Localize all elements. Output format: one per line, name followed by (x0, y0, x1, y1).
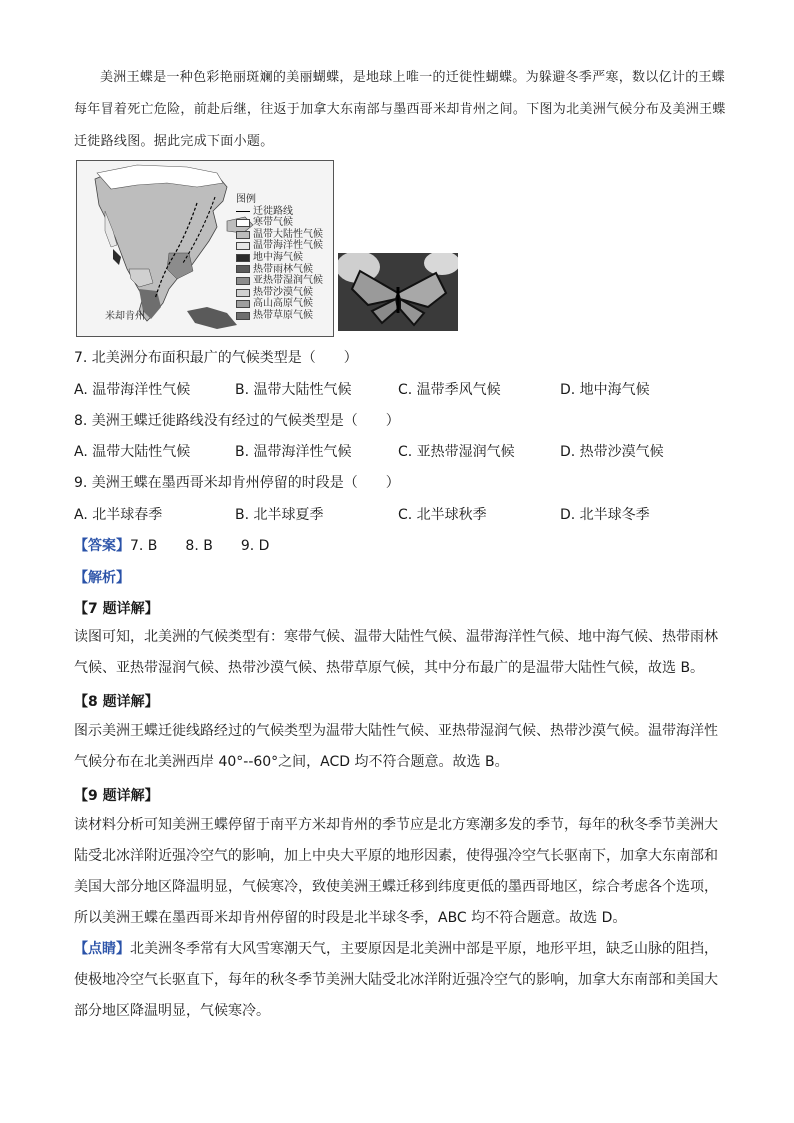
answer-line (74, 535, 269, 555)
map-legend (236, 194, 323, 322)
analysis-label: 【解析】 (74, 570, 130, 586)
q9-option-c: C. 北半球秋季 (398, 507, 487, 523)
tip-paragraph (74, 934, 722, 1027)
intro-paragraph: 美洲王蝶是一种色彩艳丽斑斓的美丽蝴蝶，是地球上唯一的迁徙性蝴蝶。为躲避冬季严寒，数以亿计的王蝶每年冒着死亡危险，前赴后继，往返于加拿大东南部与墨西哥米却肯州之间。下图为北美洲气候分布及美洲王蝶迁徙路线图。据此完成下面小题。 (74, 70, 726, 149)
legend-item-temperate-maritime: 温带海洋性气候 (236, 240, 323, 252)
detail-8-heading: 【8 题详解】 (74, 694, 159, 710)
question-8-stem: 8. 美洲王蝶迁徙路线没有经过的气候类型是（ ） (74, 413, 400, 429)
legend-item-cold: 寒带气候 (236, 217, 323, 229)
answer-text: 7. B 8. B 9. D (130, 538, 270, 554)
q8-option-c: C. 亚热带湿润气候 (398, 444, 515, 460)
detail-8-text: 图示美洲王蝶迁徙线路经过的气候类型为温带大陆性气候、亚热带湿润气候、热带沙漠气候。温带海洋性气候分布在北美洲西岸 40°--60°之间，ACD 均不符合题意。故选 B。 (74, 723, 718, 770)
legend-item-tropical-rainforest: 热带雨林气候 (236, 264, 323, 276)
legend-item-tropical-savanna: 热带草原气候 (236, 310, 323, 322)
legend-item-subtropical-humid: 亚热带湿润气候 (236, 275, 323, 287)
q9-option-a: A. 北半球春季 (74, 507, 163, 523)
legend-title: 图例 (236, 194, 256, 205)
monarch-butterfly-photo (338, 253, 458, 331)
legend-item-mediterranean: 地中海气候 (236, 252, 323, 264)
tip-text: 北美洲冬季常有大风雪寒潮天气，主要原因是北美洲中部是平原，地形平坦，缺乏山脉的阻挡，使极地冷空气长驱直下，每年的秋冬季节美洲大陆受北冰洋附近强冷空气的影响，加拿大东南部和美国大部分地区降温明显，气候寒冷。 (74, 941, 718, 1019)
answer-label: 【答案】 (74, 538, 130, 554)
place-label: 米却肯州 (105, 311, 145, 322)
tip-label: 【点睛】 (74, 941, 130, 957)
question-7-stem: 7. 北美洲分布面积最广的气候类型是（ ） (74, 350, 358, 366)
q7-option-a: A. 温带海洋性气候 (74, 382, 191, 398)
detail-9-text: 读材料分析可知美洲王蝶停留于南平方米却肯州的季节应是北方寒潮多发的季节，每年的秋冬季节美洲大陆受北冰洋附近强冷空气的影响，加上中央大平原的地形因素，使得强冷空气长驱南下，加拿大东南部和美国大部分地区降温明显，气候寒冷，致使美洲王蝶迁移到纬度更低的墨西哥地区，综合考虑各个选项，所以美洲王蝶在墨西哥米却肯州停留的时段是北半球冬季，ABC 均不符合题意。故选 D。 (74, 817, 718, 926)
q9-option-b: B. 北半球夏季 (235, 507, 324, 523)
question-9-stem: 9. 美洲王蝶在墨西哥米却肯州停留的时段是（ ） (74, 475, 400, 491)
detail-9-heading: 【9 题详解】 (74, 788, 159, 804)
q7-option-b: B. 温带大陆性气候 (235, 382, 352, 398)
legend-item-tropical-desert: 热带沙漠气候 (236, 287, 323, 299)
q8-option-b: B. 温带海洋性气候 (235, 444, 352, 460)
q8-option-d: D. 热带沙漠气候 (560, 444, 664, 460)
legend-item-temperate-continental: 温带大陆性气候 (236, 229, 323, 241)
butterfly-image (338, 253, 458, 331)
q8-option-a: A. 温带大陆性气候 (74, 444, 191, 460)
detail-7-text: 读图可知，北美洲的气候类型有：寒带气候、温带大陆性气候、温带海洋性气候、地中海气候、热带雨林气候、亚热带湿润气候、热带沙漠气候、热带草原气候，其中分布最广的是温带大陆性气候，故选 B。 (74, 629, 718, 676)
q7-option-c: C. 温带季风气候 (398, 382, 501, 398)
detail-7-heading: 【7 题详解】 (74, 601, 159, 617)
legend-item-route: 迁徙路线 (236, 206, 323, 218)
q9-option-d: D. 北半球冬季 (560, 507, 650, 523)
route-line-swatch (236, 211, 250, 212)
q7-option-d: D. 地中海气候 (560, 382, 650, 398)
legend-item-highland: 高山高原气候 (236, 298, 323, 310)
